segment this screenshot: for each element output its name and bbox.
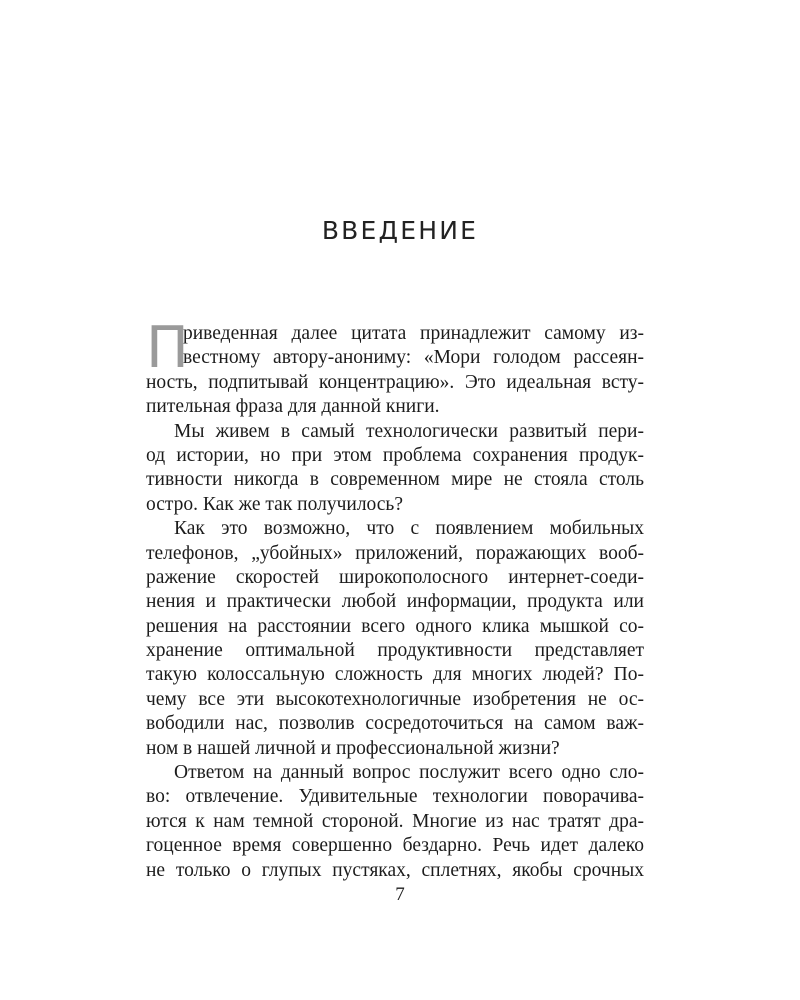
- text-line: Мы живем в самый технологически развитый пери-: [174, 420, 644, 442]
- text-line: телефонов, „убойных» приложений, поражающих вооб-: [146, 542, 644, 564]
- paragraph-2: [146, 420, 644, 518]
- text-line: тивности никогда в современном мире не стояла столь: [146, 469, 644, 491]
- body-text: [146, 315, 644, 883]
- text-line: чему все эти высокотехнологичные изобретения не ос-: [146, 688, 644, 710]
- chapter-heading: ВВЕДЕНИЕ: [321, 216, 479, 245]
- text-line: такую колоссальную сложность для многих людей? По-: [146, 664, 644, 686]
- paragraph-1: [146, 315, 644, 420]
- text-line: во: отвлечение. Удивительные технологии поворачива-: [146, 786, 644, 808]
- drop-cap: П: [146, 315, 189, 381]
- text-line: вестному автору-анониму: «Мори голодом рассеян-: [183, 347, 644, 369]
- text-line: пительная фраза для данной книги.: [146, 396, 440, 418]
- text-line: не только о глупых пустяках, сплетнях, якобы срочных: [146, 859, 644, 881]
- text-line: ражение скоростей широкополосного интернет-соеди-: [146, 566, 644, 588]
- text-line: ность, подпитывай концентрацию». Это идеальная всту-: [146, 371, 644, 393]
- paragraph-4: [146, 761, 644, 883]
- text-line: Как это возможно, что с появлением мобильных: [174, 518, 644, 540]
- text-line: решения на расстоянии всего одного клика мышкой со-: [146, 615, 644, 637]
- text-line: вободили нас, позволив сосредоточиться на самом важ-: [146, 713, 644, 735]
- text-line: ются к нам темной стороной. Многие из нас тратят дра-: [146, 810, 644, 832]
- text-line: од истории, но при этом проблема сохранения продук-: [146, 444, 644, 466]
- text-line: хранение оптимальной продуктивности представляет: [146, 640, 644, 662]
- text-line: нения и практически любой информации, продукта или: [146, 591, 644, 613]
- text-line: гоценное время совершенно бездарно. Речь идет далеко: [146, 835, 644, 857]
- text-line: ном в нашей личной и профессиональной жизни?: [146, 737, 560, 759]
- text-line: Ответом на данный вопрос послужит всего одно сло-: [174, 762, 644, 784]
- paragraph-3: [146, 517, 644, 761]
- text-line: риведенная далее цитата принадлежит самому из-: [183, 323, 644, 344]
- text-line: остро. Как же так получилось?: [146, 493, 403, 515]
- page-number: 7: [395, 884, 405, 905]
